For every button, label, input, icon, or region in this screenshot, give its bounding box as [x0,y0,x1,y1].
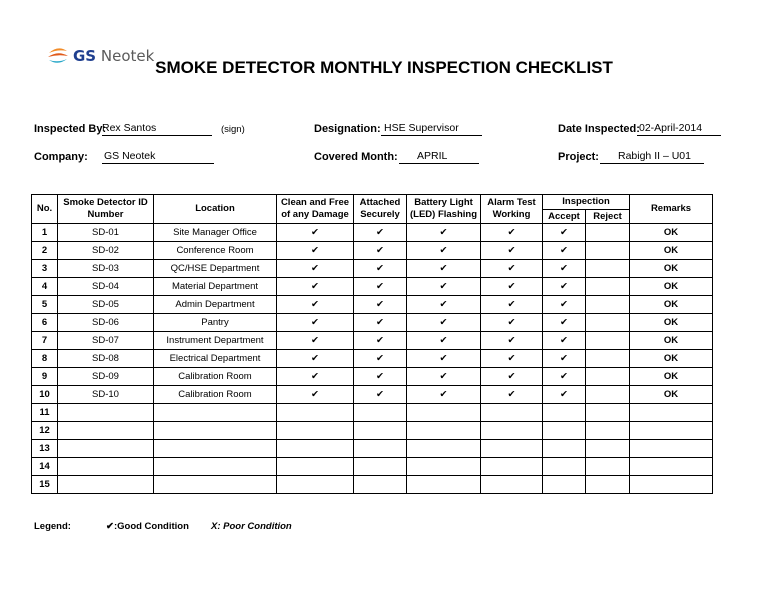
attached-check-cell: ✔ [354,386,407,404]
accept-check-cell: ✔ [543,350,586,368]
attached-check-cell: ✔ [354,242,407,260]
location-cell [154,476,277,494]
reject-check-cell [586,278,630,296]
detector-id-cell [58,422,154,440]
clean-check-cell [277,458,354,476]
battery-check-cell: ✔ [407,242,481,260]
header-reject: Reject [586,210,630,224]
alarm-check-cell [481,422,543,440]
remarks-cell [630,404,713,422]
table-row [32,332,713,350]
table-row [32,476,713,494]
accept-check-cell: ✔ [543,386,586,404]
date-inspected-value: 02-April-2014 [637,122,721,136]
reject-check-cell [586,368,630,386]
designation-value: HSE Supervisor [381,122,482,136]
alarm-check-cell [481,458,543,476]
table-row [32,404,713,422]
inspection-table [31,194,713,494]
alarm-check-cell: ✔ [481,224,543,242]
row-number-cell: 11 [32,404,58,422]
remarks-cell: OK [630,224,713,242]
table-row [32,224,713,242]
alarm-check-cell: ✔ [481,386,543,404]
clean-check-cell: ✔ [277,296,354,314]
attached-check-cell [354,458,407,476]
detector-id-cell: SD-10 [58,386,154,404]
clean-check-cell [277,404,354,422]
detector-id-cell: SD-06 [58,314,154,332]
attached-check-cell [354,404,407,422]
row-number-cell: 12 [32,422,58,440]
detector-id-cell [58,404,154,422]
remarks-cell: OK [630,368,713,386]
clean-check-cell: ✔ [277,368,354,386]
remarks-cell [630,440,713,458]
table-row [32,386,713,404]
location-cell: Instrument Department [154,332,277,350]
detector-id-cell: SD-02 [58,242,154,260]
clean-check-cell: ✔ [277,314,354,332]
attached-check-cell: ✔ [354,260,407,278]
row-number-cell: 14 [32,458,58,476]
clean-check-cell: ✔ [277,278,354,296]
accept-check-cell: ✔ [543,332,586,350]
attached-check-cell: ✔ [354,368,407,386]
table-row [32,368,713,386]
header-remarks: Remarks [630,195,713,224]
battery-check-cell: ✔ [407,224,481,242]
remarks-cell: OK [630,260,713,278]
remarks-cell [630,458,713,476]
reject-check-cell [586,440,630,458]
header-detector-id: Smoke Detector ID Number [58,195,154,224]
accept-check-cell: ✔ [543,368,586,386]
remarks-cell: OK [630,350,713,368]
clean-check-cell: ✔ [277,224,354,242]
reject-check-cell [586,242,630,260]
sign-label: (sign) [221,124,245,135]
battery-check-cell: ✔ [407,296,481,314]
location-cell: Admin Department [154,296,277,314]
row-number-cell: 9 [32,368,58,386]
project-label: Project: [558,151,599,163]
remarks-cell: OK [630,278,713,296]
logo-brand: GS [73,47,97,65]
table-row [32,458,713,476]
remarks-cell [630,476,713,494]
accept-check-cell [543,458,586,476]
detector-id-cell: SD-04 [58,278,154,296]
detector-id-cell: SD-09 [58,368,154,386]
table-row [32,350,713,368]
logo-name: Neotek [100,47,155,65]
location-cell: Pantry [154,314,277,332]
row-number-cell: 15 [32,476,58,494]
header-clean: Clean and Free of any Damage [277,195,354,224]
battery-check-cell [407,404,481,422]
row-number-cell: 1 [32,224,58,242]
legend-label: Legend: [34,521,71,532]
header-no: No. [32,195,58,224]
battery-check-cell [407,440,481,458]
battery-check-cell [407,422,481,440]
location-cell: Material Department [154,278,277,296]
reject-check-cell [586,404,630,422]
attached-check-cell: ✔ [354,332,407,350]
battery-check-cell: ✔ [407,278,481,296]
row-number-cell: 7 [32,332,58,350]
reject-check-cell [586,386,630,404]
table-row [32,278,713,296]
alarm-check-cell: ✔ [481,278,543,296]
reject-check-cell [586,296,630,314]
reject-check-cell [586,422,630,440]
alarm-check-cell: ✔ [481,242,543,260]
legend-poor: X: Poor Condition [211,521,292,532]
clean-check-cell [277,476,354,494]
header-inspection: Inspection [543,195,630,210]
table-row [32,440,713,458]
row-number-cell: 8 [32,350,58,368]
table-row [32,314,713,332]
header-accept: Accept [543,210,586,224]
detector-id-cell [58,476,154,494]
location-cell: Calibration Room [154,386,277,404]
row-number-cell: 3 [32,260,58,278]
clean-check-cell: ✔ [277,242,354,260]
detector-id-cell: SD-03 [58,260,154,278]
detector-id-cell [58,440,154,458]
alarm-check-cell: ✔ [481,368,543,386]
row-number-cell: 4 [32,278,58,296]
battery-check-cell [407,476,481,494]
accept-check-cell: ✔ [543,224,586,242]
accept-check-cell: ✔ [543,296,586,314]
attached-check-cell: ✔ [354,350,407,368]
clean-check-cell: ✔ [277,332,354,350]
detector-id-cell [58,458,154,476]
attached-check-cell [354,476,407,494]
inspected-by-label: Inspected By: [34,123,107,135]
date-inspected-label: Date Inspected: [558,123,640,135]
header-attached: Attached Securely [354,195,407,224]
table-body [32,224,713,494]
row-number-cell: 6 [32,314,58,332]
remarks-cell: OK [630,386,713,404]
header-alarm: Alarm Test Working [481,195,543,224]
location-cell [154,422,277,440]
reject-check-cell [586,260,630,278]
company-label: Company: [34,151,88,163]
location-cell [154,458,277,476]
reject-check-cell [586,476,630,494]
attached-check-cell: ✔ [354,314,407,332]
alarm-check-cell: ✔ [481,314,543,332]
battery-check-cell: ✔ [407,386,481,404]
alarm-check-cell: ✔ [481,332,543,350]
row-number-cell: 10 [32,386,58,404]
detector-id-cell: SD-01 [58,224,154,242]
project-value: Rabigh II – U01 [600,150,704,164]
header-location: Location [154,195,277,224]
attached-check-cell [354,422,407,440]
table-row [32,260,713,278]
page-title: SMOKE DETECTOR MONTHLY INSPECTION CHECKLIST [155,58,613,77]
attached-check-cell: ✔ [354,278,407,296]
remarks-cell: OK [630,314,713,332]
alarm-check-cell: ✔ [481,260,543,278]
row-number-cell: 13 [32,440,58,458]
clean-check-cell: ✔ [277,350,354,368]
row-number-cell: 2 [32,242,58,260]
remarks-cell: OK [630,332,713,350]
clean-check-cell: ✔ [277,386,354,404]
location-cell [154,404,277,422]
location-cell: QC/HSE Department [154,260,277,278]
inspected-by-value: Rex Santos [102,122,212,136]
alarm-check-cell [481,440,543,458]
covered-month-value: APRIL [399,150,479,164]
attached-check-cell: ✔ [354,296,407,314]
covered-month-label: Covered Month: [314,151,398,163]
clean-check-cell [277,422,354,440]
row-number-cell: 5 [32,296,58,314]
location-cell [154,440,277,458]
battery-check-cell: ✔ [407,314,481,332]
location-cell: Electrical Department [154,350,277,368]
table-row [32,422,713,440]
accept-check-cell [543,440,586,458]
battery-check-cell: ✔ [407,368,481,386]
battery-check-cell: ✔ [407,260,481,278]
battery-check-cell: ✔ [407,332,481,350]
accept-check-cell [543,476,586,494]
accept-check-cell [543,422,586,440]
alarm-check-cell [481,476,543,494]
alarm-check-cell [481,404,543,422]
reject-check-cell [586,224,630,242]
battery-check-cell [407,458,481,476]
designation-label: Designation: [314,123,381,135]
legend-good: ✔:Good Condition [106,521,189,532]
accept-check-cell: ✔ [543,278,586,296]
remarks-cell [630,422,713,440]
accept-check-cell [543,404,586,422]
remarks-cell: OK [630,296,713,314]
accept-check-cell: ✔ [543,260,586,278]
battery-check-cell: ✔ [407,350,481,368]
reject-check-cell [586,314,630,332]
location-cell: Conference Room [154,242,277,260]
attached-check-cell: ✔ [354,224,407,242]
table-row [32,242,713,260]
attached-check-cell [354,440,407,458]
reject-check-cell [586,332,630,350]
table-row [32,296,713,314]
detector-id-cell: SD-05 [58,296,154,314]
location-cell: Site Manager Office [154,224,277,242]
header-battery: Battery Light (LED) Flashing [407,195,481,224]
company-value: GS Neotek [102,150,214,164]
alarm-check-cell: ✔ [481,296,543,314]
clean-check-cell: ✔ [277,260,354,278]
reject-check-cell [586,458,630,476]
detector-id-cell: SD-08 [58,350,154,368]
alarm-check-cell: ✔ [481,350,543,368]
remarks-cell: OK [630,242,713,260]
location-cell: Calibration Room [154,368,277,386]
reject-check-cell [586,350,630,368]
accept-check-cell: ✔ [543,242,586,260]
accept-check-cell: ✔ [543,314,586,332]
detector-id-cell: SD-07 [58,332,154,350]
clean-check-cell [277,440,354,458]
